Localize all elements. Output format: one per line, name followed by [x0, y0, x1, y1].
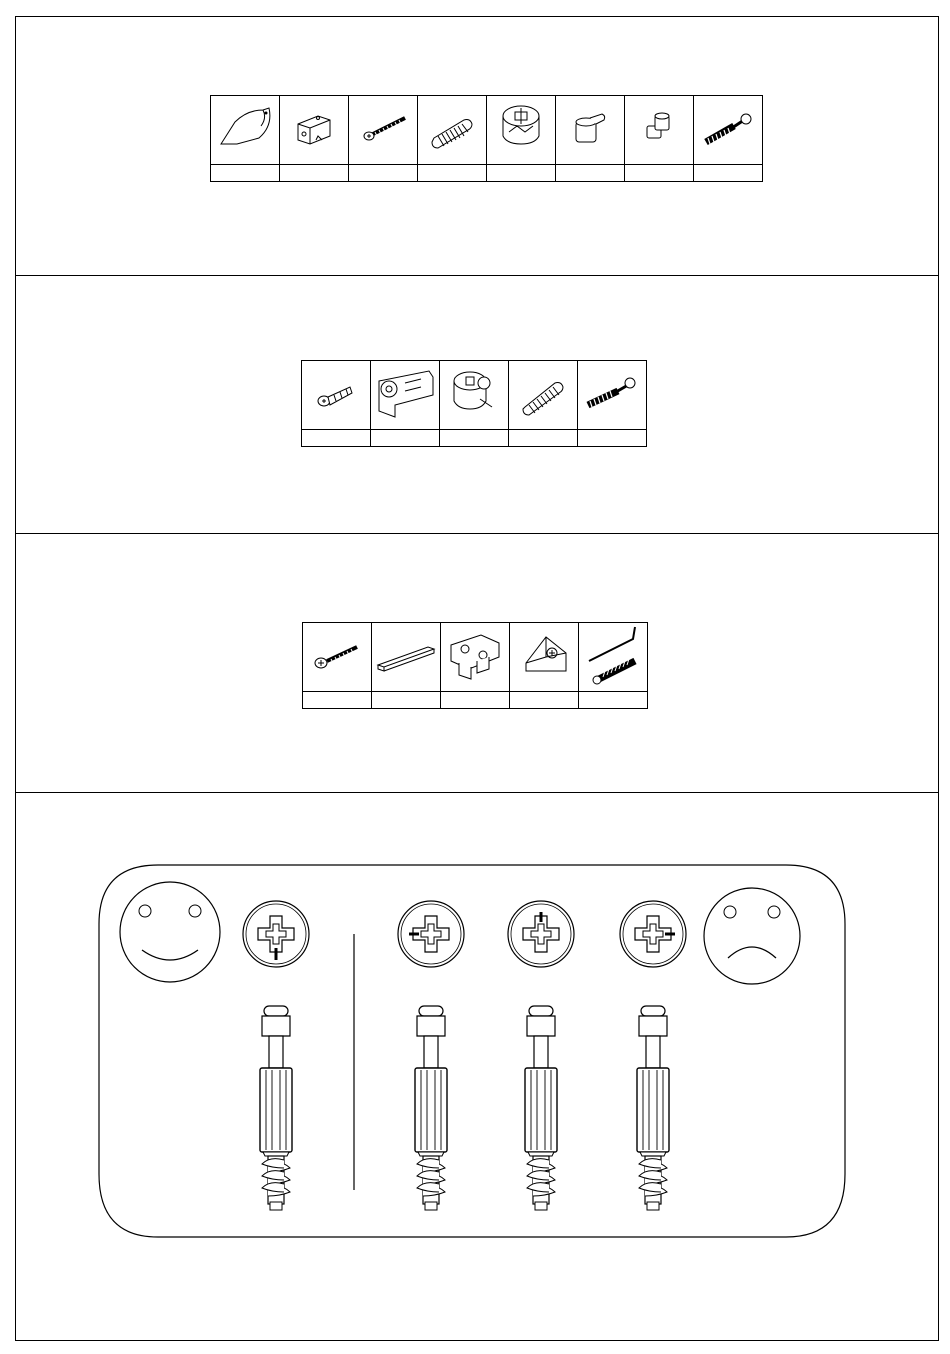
cam-bolt-correct-icon	[260, 1006, 292, 1210]
section-divider	[15, 533, 939, 534]
tool-icon	[211, 96, 280, 165]
quantity-cell	[441, 692, 510, 709]
quantity-cell	[418, 165, 487, 182]
quantity-cell	[303, 692, 372, 709]
quantity-cell	[578, 430, 647, 447]
cam-bolt-wrong-icon	[637, 1006, 669, 1210]
cam-bolt-guide-panel	[98, 864, 846, 1238]
correct-cam-head-icon	[243, 901, 309, 967]
quantity-cell	[372, 692, 441, 709]
cam-lock-icon	[487, 96, 556, 165]
cam-bolt-icon	[694, 96, 763, 165]
quantity-cell	[440, 430, 509, 447]
quantity-cell	[509, 430, 578, 447]
quantity-cell	[371, 430, 440, 447]
quantity-cell	[579, 692, 648, 709]
allen-key-and-dowel-icon	[579, 623, 648, 692]
quantity-cell	[280, 165, 349, 182]
rail-strip-icon	[372, 623, 441, 692]
hinge-icon	[441, 623, 510, 692]
dowel-icon	[509, 361, 578, 430]
screw-icon	[303, 623, 372, 692]
wrong-cam-head-icon	[508, 901, 574, 967]
quantity-cell	[211, 165, 280, 182]
section-divider	[15, 792, 939, 793]
anchor-screw-icon	[302, 361, 371, 430]
parts-table-1	[210, 95, 763, 182]
quantity-cell	[694, 165, 763, 182]
happy-face-icon	[120, 882, 220, 982]
cam-lock-icon	[440, 361, 509, 430]
wrong-cam-head-icon	[398, 901, 464, 967]
sad-face-icon	[704, 888, 800, 984]
quantity-cell	[510, 692, 579, 709]
parts-table-3	[302, 622, 648, 709]
quantity-cell	[302, 430, 371, 447]
quantity-cell	[625, 165, 694, 182]
section-divider	[15, 275, 939, 276]
cam-bolt-wrong-icon	[415, 1006, 447, 1210]
shelf-pin-icon	[556, 96, 625, 165]
screw-icon	[349, 96, 418, 165]
parts-table-2	[301, 360, 647, 447]
quantity-cell	[349, 165, 418, 182]
hinge-plate-icon	[371, 361, 440, 430]
bracket-icon	[280, 96, 349, 165]
cam-bolt-icon	[578, 361, 647, 430]
quantity-cell	[556, 165, 625, 182]
cam-bolt-wrong-icon	[525, 1006, 557, 1210]
corner-block-icon	[510, 623, 579, 692]
wrong-cam-head-icon	[620, 901, 686, 967]
dowel-icon	[418, 96, 487, 165]
small-pin-icon	[625, 96, 694, 165]
quantity-cell	[487, 165, 556, 182]
